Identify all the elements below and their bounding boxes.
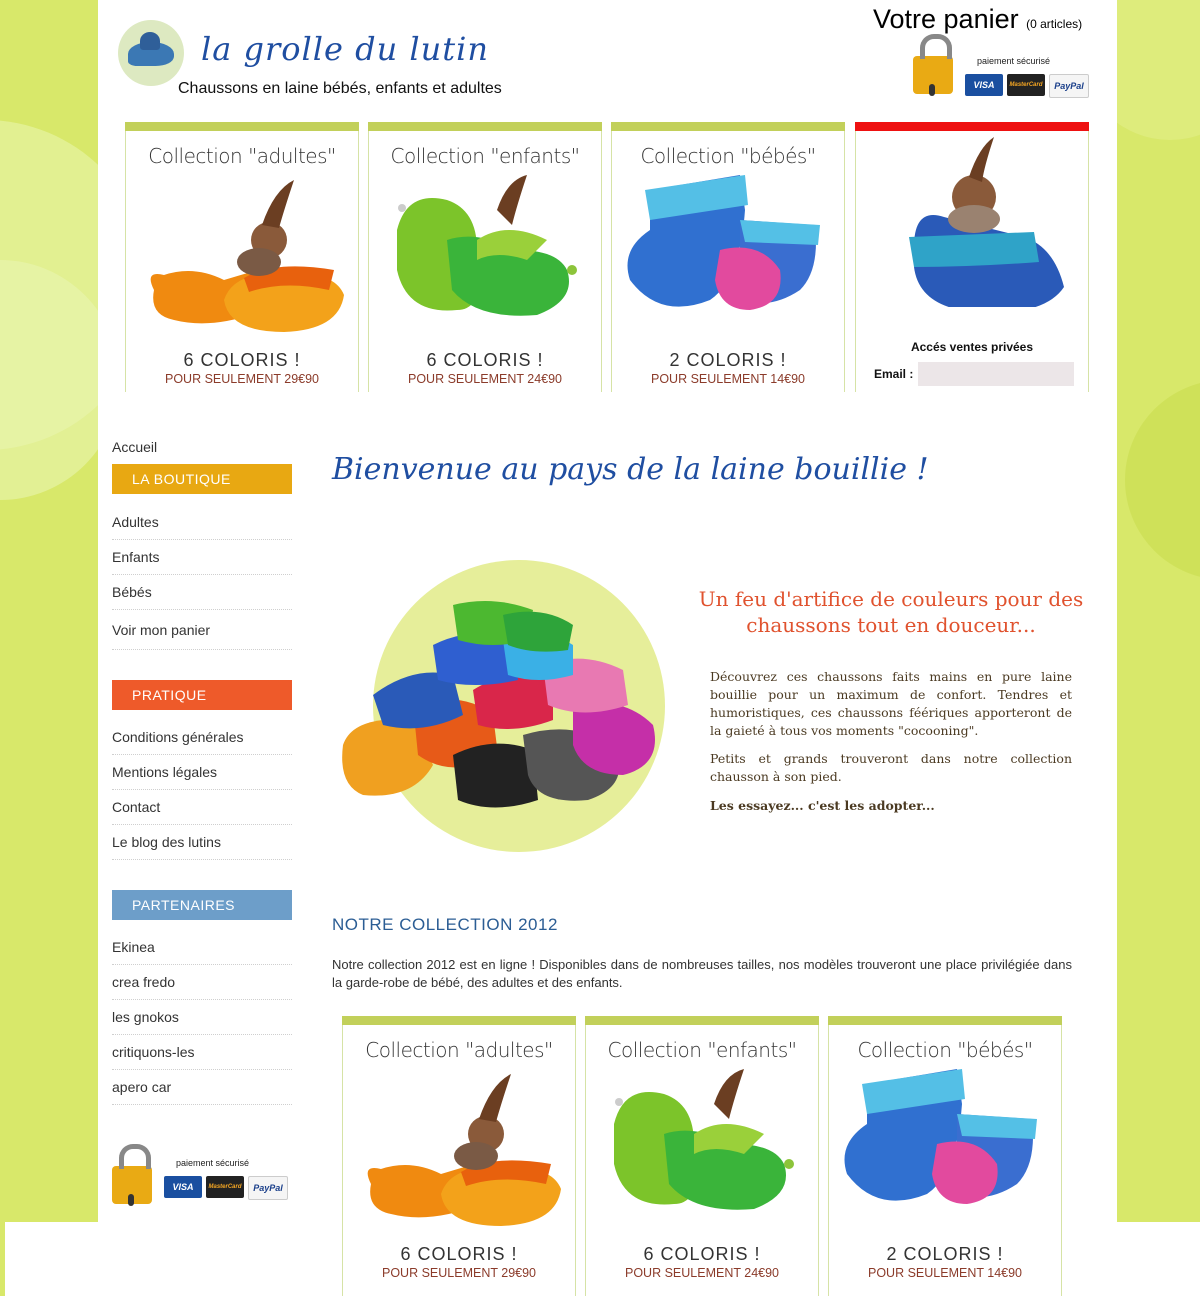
background-circle: [1125, 380, 1200, 580]
sidebar-item-terms[interactable]: Conditions générales: [112, 729, 244, 745]
sidebar-item-blog[interactable]: Le blog des lutins: [112, 834, 221, 850]
mastercard-icon: MasterCard: [1007, 74, 1045, 96]
collection-heading: NOTRE COLLECTION 2012: [332, 915, 558, 934]
product-title: Collection "enfants": [390, 144, 580, 168]
card-accent-bar: [855, 122, 1089, 131]
padlock-shackle: [119, 1144, 151, 1169]
card-accent-bar: [828, 1016, 1062, 1025]
product-card-children[interactable]: [368, 122, 602, 392]
secure-payment-label: paiement sécurisé: [176, 1158, 250, 1168]
hero-tagline: Un feu d'artifice de couleurs pour des chaussons tout en douceur...: [698, 587, 1084, 637]
secure-payment-label: paiement sécurisé: [977, 56, 1051, 66]
orange-slippers-image: [134, 170, 350, 340]
padlock-icon: [913, 56, 953, 94]
product-price: POUR SEULEMENT 24€90: [408, 372, 562, 386]
visa-icon: VISA: [164, 1176, 202, 1198]
sidebar-item-partner[interactable]: Ekinea: [112, 939, 155, 955]
card-accent-bar: [611, 122, 845, 131]
padlock-keyhole: [128, 1194, 134, 1206]
product-card-adults[interactable]: [125, 122, 359, 392]
product-title: Collection "bébés": [640, 144, 816, 168]
cart-link[interactable]: [873, 4, 1082, 35]
product-colors: 2 COLORIS !: [669, 350, 787, 370]
private-sales-label: Accés ventes privées: [910, 340, 1034, 354]
intro-paragraph: Découvrez ces chaussons faits mains en pure laine bouillie pour un maximum de confort. Tendres et humoristiques, ces chaussons féériques apporteront de la gaieté à tous vos moments "cocooning".: [710, 669, 1072, 738]
page-title: Bienvenue au pays de la laine bouillie !: [332, 452, 929, 487]
product-price: POUR SEULEMENT 14€90: [651, 372, 805, 386]
product-colors: 6 COLORIS !: [400, 1244, 518, 1264]
divider: [112, 649, 292, 650]
site-name: la grolle du lutin: [201, 30, 489, 68]
product-card-adults[interactable]: [342, 1016, 576, 1296]
divider: [112, 1104, 292, 1105]
divider: [112, 754, 292, 755]
logo-slipper-cuff: [140, 32, 160, 50]
product-card-children[interactable]: [585, 1016, 819, 1296]
product-price: POUR SEULEMENT 29€90: [165, 372, 319, 386]
orange-slippers-image: [351, 1064, 567, 1234]
paypal-icon: PayPal: [248, 1176, 288, 1200]
product-colors: 6 COLORIS !: [643, 1244, 761, 1264]
padlock-icon: [112, 1166, 152, 1204]
product-card-babies[interactable]: [611, 122, 845, 392]
secure-payment-badge: [913, 42, 1093, 102]
divider: [112, 609, 292, 610]
gnome-slipper-image: [864, 137, 1080, 307]
divider: [112, 999, 292, 1000]
mastercard-icon: MasterCard: [206, 1176, 244, 1198]
divider: [112, 824, 292, 825]
sidebar-header-shop: LA BOUTIQUE: [112, 464, 292, 494]
intro-slogan: Les essayez... c'est les adopter...: [710, 798, 935, 813]
padlock-shackle: [920, 34, 952, 59]
sidebar-item-contact[interactable]: Contact: [112, 799, 161, 815]
product-title: Collection "enfants": [607, 1038, 797, 1062]
divider: [112, 539, 292, 540]
green-slippers-image: [377, 170, 593, 340]
payment-cards: [965, 74, 1089, 98]
intro-paragraph: Petits et grands trouveront dans notre collection chausson à son pied.: [710, 751, 1072, 784]
email-field[interactable]: [918, 362, 1074, 386]
divider: [112, 789, 292, 790]
card-accent-bar: [368, 122, 602, 131]
blue-pink-slippers-image: [837, 1064, 1053, 1234]
product-title: Collection "bébés": [857, 1038, 1033, 1062]
secure-payment-badge: [112, 1144, 292, 1204]
sidebar-item-partner[interactable]: les gnokos: [112, 1009, 179, 1025]
logo-badge-icon: [118, 20, 184, 86]
email-label: Email :: [874, 367, 914, 381]
product-card-babies[interactable]: [828, 1016, 1062, 1296]
sidebar-item-legal[interactable]: Mentions légales: [112, 764, 218, 780]
page-container: [98, 0, 1117, 1296]
product-price: POUR SEULEMENT 14€90: [868, 1266, 1022, 1280]
sidebar-item-partner[interactable]: crea fredo: [112, 974, 176, 990]
paypal-icon: PayPal: [1049, 74, 1089, 98]
card-accent-bar: [342, 1016, 576, 1025]
divider: [112, 1069, 292, 1070]
sidebar-item-partner[interactable]: critiquons-les: [112, 1044, 195, 1060]
sidebar-item-adults[interactable]: Adultes: [112, 514, 159, 530]
cart-count: (0 articles): [1026, 17, 1083, 31]
sidebar-item-babies[interactable]: Bébés: [112, 584, 152, 600]
card-accent-bar: [585, 1016, 819, 1025]
site-tagline: Chaussons en laine bébés, enfants et adultes: [178, 80, 502, 97]
collection-text: Notre collection 2012 est en ligne ! Disponibles dans de nombreuses tailles, nos modèles trouveront une place privilégiée dans la garde-robe de bébé, des adultes et des enfants.: [332, 957, 1072, 990]
product-colors: 6 COLORIS !: [426, 350, 544, 370]
product-colors: 6 COLORIS !: [183, 350, 301, 370]
divider: [112, 964, 292, 965]
sidebar-header-partners: PARTENAIRES: [112, 890, 292, 920]
product-title: Collection "adultes": [148, 144, 336, 168]
blue-pink-slippers-image: [620, 170, 836, 340]
sidebar-item-children[interactable]: Enfants: [112, 549, 160, 565]
card-accent-bar: [125, 122, 359, 131]
divider: [112, 574, 292, 575]
sidebar-item-home[interactable]: Accueil: [112, 439, 158, 455]
visa-icon: VISA: [965, 74, 1003, 96]
private-sales-card: [855, 122, 1089, 392]
divider: [112, 1034, 292, 1035]
green-slippers-image: [594, 1064, 810, 1234]
payment-cards: [164, 1176, 288, 1200]
slipper-pile-image: [333, 595, 673, 825]
product-price: POUR SEULEMENT 24€90: [625, 1266, 779, 1280]
sidebar-item-partner[interactable]: apero car: [112, 1079, 172, 1095]
sidebar-item-cart[interactable]: Voir mon panier: [112, 622, 211, 638]
product-title: Collection "adultes": [365, 1038, 553, 1062]
product-colors: 2 COLORIS !: [886, 1244, 1004, 1264]
divider: [112, 859, 292, 860]
padlock-keyhole: [929, 84, 935, 96]
product-price: POUR SEULEMENT 29€90: [382, 1266, 536, 1280]
cart-title: Votre panier: [873, 4, 1019, 34]
sidebar-header-practical: PRATIQUE: [112, 680, 292, 710]
